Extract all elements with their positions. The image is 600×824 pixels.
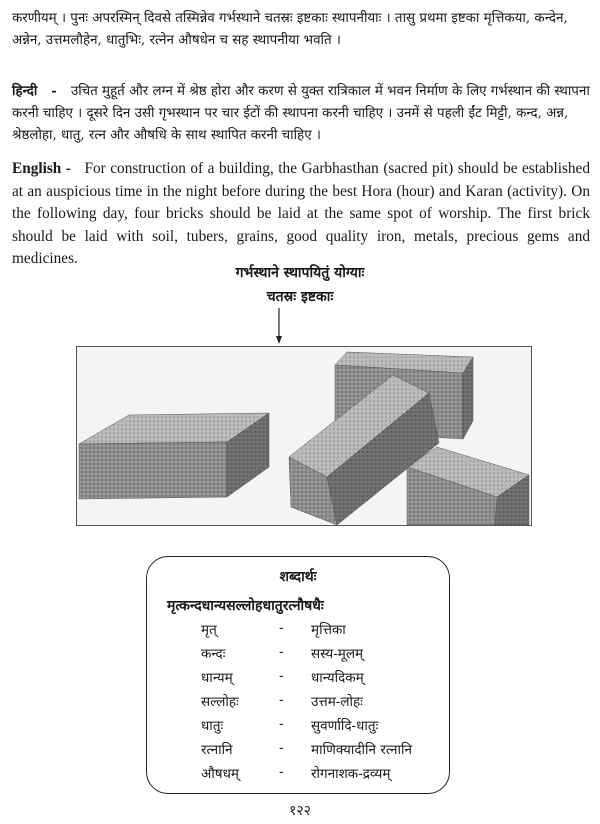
glossary-row bbox=[147, 716, 449, 738]
glossary-dash: - bbox=[279, 668, 284, 684]
glossary-word: कन्दः bbox=[201, 646, 226, 662]
glossary-row bbox=[147, 620, 449, 642]
english-label: English - bbox=[12, 160, 71, 177]
glossary-dash: - bbox=[279, 764, 284, 780]
figure-caption-line1: गर्भस्थाने स्थापयितुं योग्याः bbox=[235, 265, 365, 281]
glossary-row bbox=[147, 668, 449, 690]
hindi-text: उचित मुहूर्त और लग्न में श्रेष्ठ होरा और करण से युक्त रात्रिकाल में भवन निर्माण के लिए गर्भस्थान की स्थापना करनी चाहिए । दूसरे दिन उसी गृभस्थान पर चार ईटों की स्थापना करनी चाहिए । उनमें से पहली ईंट मिट्टी, कन्द, अन्न, श्रेष्ठलोहा, धातु, रत्न और औषधि के साथ स्थापित करनी चाहिए । bbox=[12, 84, 590, 143]
hindi-paragraph bbox=[12, 80, 590, 147]
english-paragraph bbox=[12, 158, 590, 271]
hindi-dash: - bbox=[51, 83, 57, 99]
glossary-dash: - bbox=[279, 692, 284, 708]
sanskrit-paragraph: करणीयम् । पुनः अपरस्मिन् दिवसे तस्मिन्नेव गर्भस्थाने चतस्रः इष्टकाः स्थापनीयाः । तासु प्रथमा इष्टका मृत्तिकया, कन्देन, अन्नेन, उत्तमलौहेन, धातुभिः, रत्नेन औषधेन च सह स्थापनीया भवति । bbox=[12, 11, 568, 48]
glossary-dash: - bbox=[279, 644, 284, 660]
glossary-meaning: उत्तम-लोहः bbox=[311, 694, 363, 710]
bricks-illustration bbox=[77, 347, 531, 525]
glossary-dash: - bbox=[279, 716, 284, 732]
figure-caption-line2: चतस्रः इष्टकाः bbox=[266, 289, 334, 305]
glossary-row bbox=[147, 740, 449, 762]
page-number: १२२ bbox=[289, 803, 311, 819]
glossary-meaning: सस्य-मूलम् bbox=[311, 646, 364, 662]
glossary-row bbox=[147, 692, 449, 714]
glossary-word: धातुः bbox=[201, 718, 224, 734]
glossary-meaning: रोगनाशक-द्रव्यम् bbox=[311, 766, 391, 782]
glossary-word: रत्नानि bbox=[201, 742, 233, 758]
glossary-meaning: सुवर्णादि-धातुः bbox=[311, 718, 379, 734]
glossary-meaning: मृत्तिका bbox=[311, 622, 346, 638]
glossary-box bbox=[146, 556, 450, 794]
glossary-title: शब्दार्थः bbox=[279, 569, 317, 585]
glossary-word: मृत् bbox=[201, 622, 217, 638]
glossary-meaning: धान्यदिकम् bbox=[311, 670, 364, 686]
brick-front-right bbox=[407, 447, 529, 525]
glossary-meaning: माणिक्यादीनि रत्नानि bbox=[311, 742, 412, 758]
glossary-row bbox=[147, 644, 449, 666]
glossary-dash: - bbox=[279, 740, 284, 756]
hindi-label: हिन्दी bbox=[12, 83, 38, 99]
glossary-word: सल्लोहः bbox=[201, 694, 239, 710]
glossary-row bbox=[147, 764, 449, 786]
glossary-word: औषधम् bbox=[201, 766, 239, 782]
brick-left bbox=[79, 413, 269, 499]
down-arrow-icon bbox=[276, 308, 282, 344]
glossary-compound: मृत्कन्दधान्यसल्लोहधातुरत्नौषधैः bbox=[167, 598, 324, 614]
glossary-dash: - bbox=[279, 620, 284, 636]
english-text: For construction of a building, the Garbhasthan (sacred pit) should be established at an auspicious time in the night before during the best Hora (hour) and Karan (activity). On the following day, four bricks should be laid at the same spot of worship. The first brick should be laid with soil, tubers, grains, good quality iron, metals, precious gems and medicines. bbox=[12, 160, 590, 267]
glossary-word: धान्यम् bbox=[201, 670, 233, 686]
bricks-photo bbox=[76, 346, 532, 526]
